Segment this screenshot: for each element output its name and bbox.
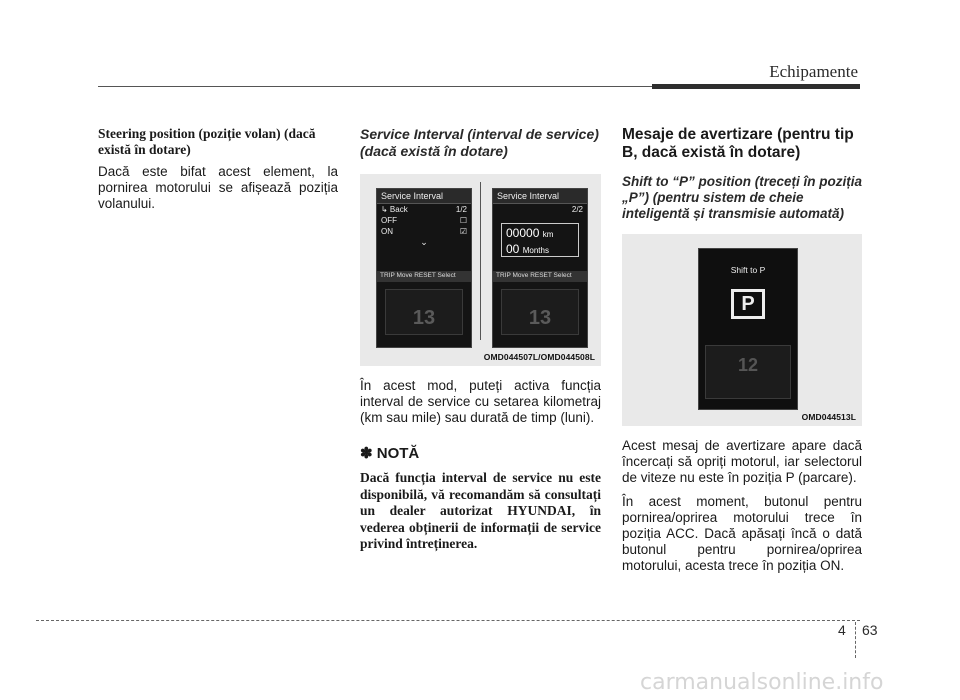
shift-to-p-figure bbox=[622, 234, 862, 426]
screen-title: Service Interval bbox=[493, 189, 587, 204]
page-indicator: 2/2 bbox=[571, 205, 583, 214]
screen-footer: TRIP Move RESET Select bbox=[377, 271, 471, 282]
warning-paragraph-1: Acest mesaj de avertizare apare dacă încercați să opriți motorul, iar selectorul de viteze nu este în poziția P (parcare). bbox=[622, 438, 862, 485]
back-row bbox=[377, 204, 471, 215]
km-unit: km bbox=[542, 230, 554, 239]
checkbox-empty-icon: ☐ bbox=[459, 216, 467, 225]
steering-position-heading: Steering position (poziție volan) (dacă există în dotare) bbox=[98, 126, 316, 157]
column-1 bbox=[98, 126, 338, 212]
note-heading: ✽ NOTĂ bbox=[360, 445, 420, 462]
note-body: Dacă funcția interval de service nu este disponibilă, vă recomandăm să consultați un dealer autorizat HYUNDAI, în vederea obținerii de informații de service privind întreținerea. bbox=[360, 470, 601, 551]
figure-divider bbox=[480, 182, 481, 340]
page-row bbox=[493, 204, 587, 215]
service-screen-right bbox=[492, 188, 588, 348]
off-label: OFF bbox=[381, 216, 397, 225]
shift-to-p-subheading: Shift to “P” position (treceți în poziția „P”) (pentru sistem de cheie inteligentă și transmisie automată) bbox=[622, 174, 862, 221]
months-value: 00 bbox=[506, 242, 520, 256]
page-number-separator bbox=[855, 622, 856, 658]
km-value: 00000 bbox=[506, 226, 540, 240]
on-label: ON bbox=[381, 227, 393, 236]
interval-values-box bbox=[501, 223, 579, 257]
gauge-number: 12 bbox=[737, 355, 759, 375]
chevron-down-icon: ⌄ bbox=[420, 237, 428, 247]
chapter-number: 4 bbox=[838, 622, 846, 638]
service-interval-heading: Service Interval (interval de service) (dacă există în dotare) bbox=[360, 126, 599, 159]
warning-messages-heading: Mesaje de avertizare (pentru tip B, dacă există în dotare) bbox=[622, 126, 854, 161]
service-interval-figure bbox=[360, 174, 601, 366]
column-3 bbox=[622, 126, 862, 574]
warning-paragraph-2: În acest moment, butonul pentru pornirea/oprirea motorului trece în poziția ACC. Dacă apăsați încă o dată butonul pentru pornirea/oprirea motorului, acesta trece în poziția ON. bbox=[622, 494, 862, 573]
months-unit: Months bbox=[522, 246, 549, 255]
gauge-number: 13 bbox=[528, 307, 552, 329]
screen-title: Service Interval bbox=[377, 189, 471, 204]
steering-position-paragraph: Dacă este bifat acest element, la pornirea motorului se afișează poziția volanului. bbox=[98, 164, 338, 211]
months-row bbox=[506, 242, 574, 258]
service-screen-left bbox=[376, 188, 472, 348]
shift-message: Shift to P bbox=[730, 265, 766, 275]
back-label: ↳ Back bbox=[381, 205, 408, 214]
page-number: 63 bbox=[862, 622, 878, 638]
chapter-title: Echipamente bbox=[769, 62, 858, 81]
km-row bbox=[506, 226, 574, 242]
header-bar bbox=[652, 84, 860, 89]
gear-p-icon: P bbox=[731, 289, 765, 319]
column-2 bbox=[360, 126, 601, 553]
off-row bbox=[377, 215, 471, 226]
footer-rule bbox=[36, 620, 860, 621]
gauge-number: 13 bbox=[412, 307, 436, 329]
page-indicator: 1/2 bbox=[455, 205, 467, 214]
figure-caption: OMD044513L bbox=[801, 412, 856, 422]
checkbox-checked-icon: ☑ bbox=[459, 227, 467, 236]
shift-to-p-screen bbox=[698, 248, 798, 410]
service-interval-paragraph: În acest mod, puteți activa funcția interval de service cu setarea kilometraj (km sau mile) sau durată de timp (luni). bbox=[360, 378, 601, 425]
screen-footer: TRIP Move RESET Select bbox=[493, 271, 587, 282]
figure-caption: OMD044507L/OMD044508L bbox=[483, 352, 595, 362]
on-row bbox=[377, 226, 471, 237]
watermark: carmanualsonline.info bbox=[640, 670, 884, 695]
